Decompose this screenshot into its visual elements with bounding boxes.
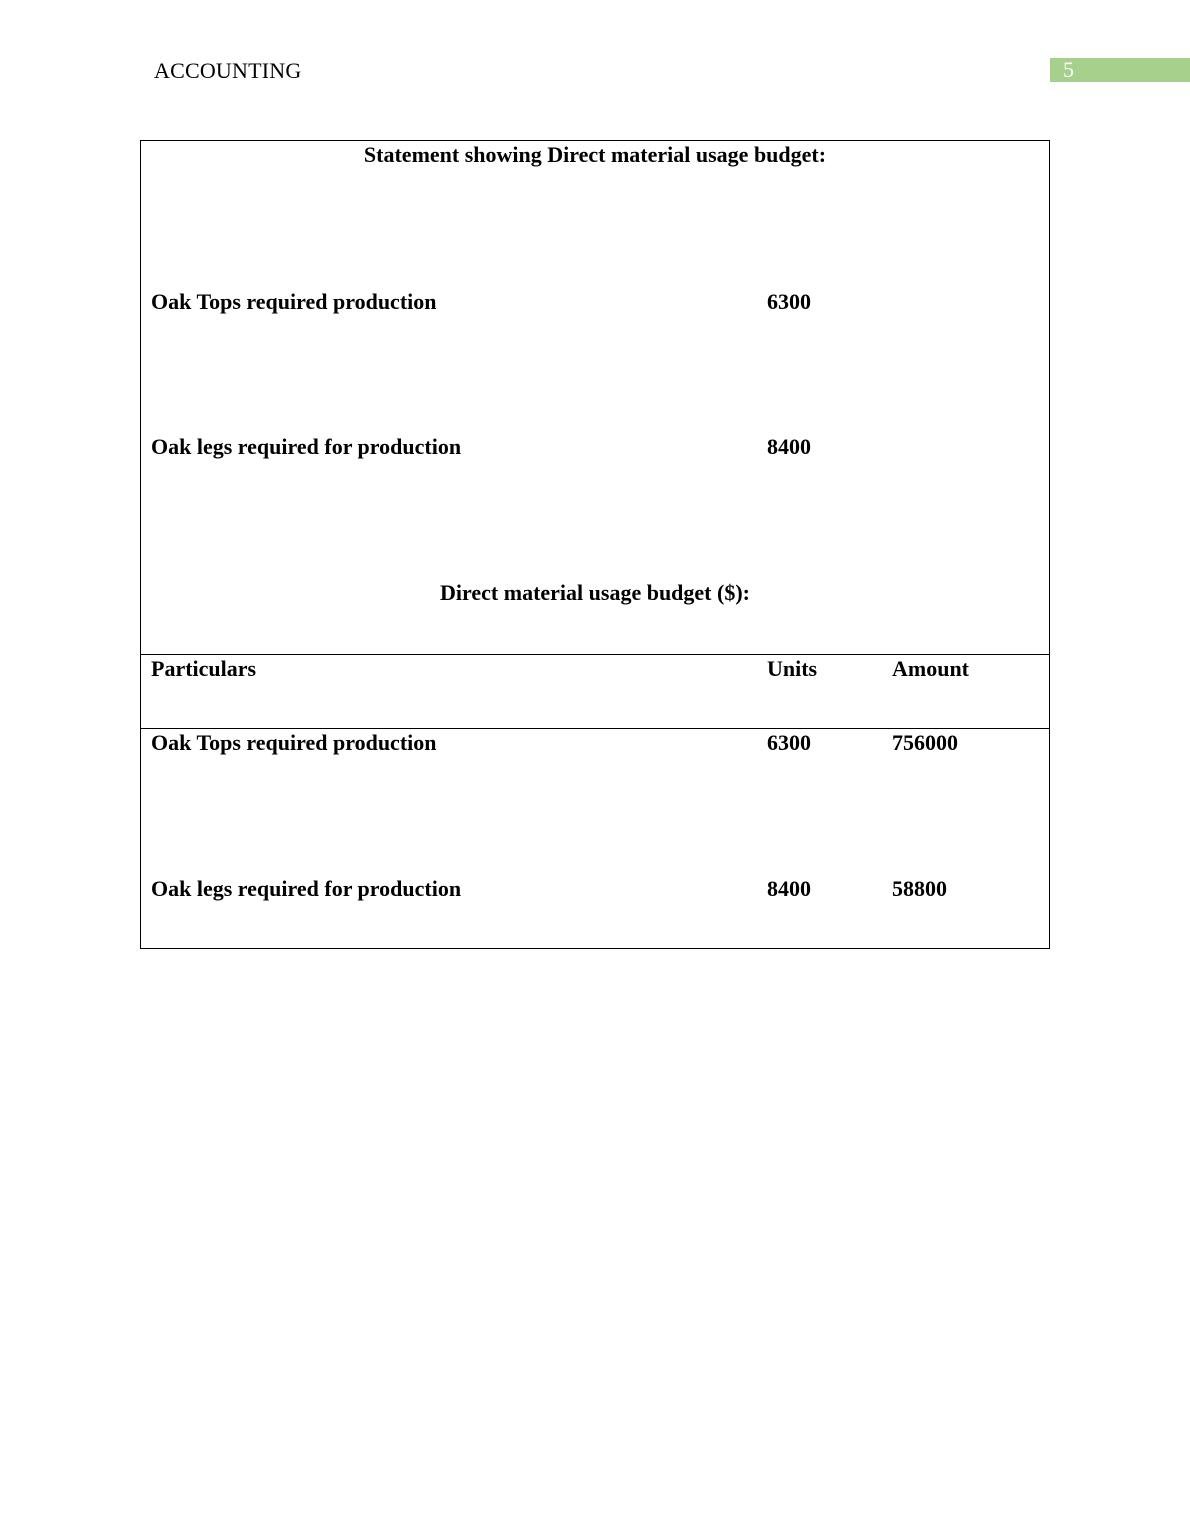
header-amount: Amount (892, 656, 970, 681)
dollar-budget-title: Direct material usage budget ($): (440, 580, 750, 605)
budget-row-oak-legs-amount: 58800 (892, 876, 947, 901)
page-number: 5 (1063, 57, 1074, 82)
usage-row-oak-legs-units: 8400 (767, 434, 811, 459)
dollar-budget-header-row (140, 654, 1050, 729)
usage-statement-title: Statement showing Direct material usage budget: (363, 142, 827, 167)
budget-row-oak-legs-label: Oak legs required for production (151, 876, 462, 901)
dollar-budget-body (140, 728, 1050, 949)
running-header-title: ACCOUNTING (154, 58, 302, 83)
usage-row-oak-tops-label: Oak Tops required production (151, 289, 437, 314)
header-particulars: Particulars (151, 656, 257, 681)
budget-row-oak-tops-label: Oak Tops required production (151, 730, 437, 755)
usage-statement-block-continued (140, 360, 1050, 655)
budget-row-oak-legs-units: 8400 (767, 876, 811, 901)
budget-row-oak-tops-amount: 756000 (892, 730, 958, 755)
header-units: Units (767, 656, 818, 681)
usage-row-oak-tops-units: 6300 (767, 289, 811, 314)
page-number-badge (1050, 58, 1190, 82)
budget-row-oak-tops-units: 6300 (767, 730, 811, 755)
usage-row-oak-legs-label: Oak legs required for production (151, 434, 462, 459)
usage-statement-block (140, 140, 1050, 361)
